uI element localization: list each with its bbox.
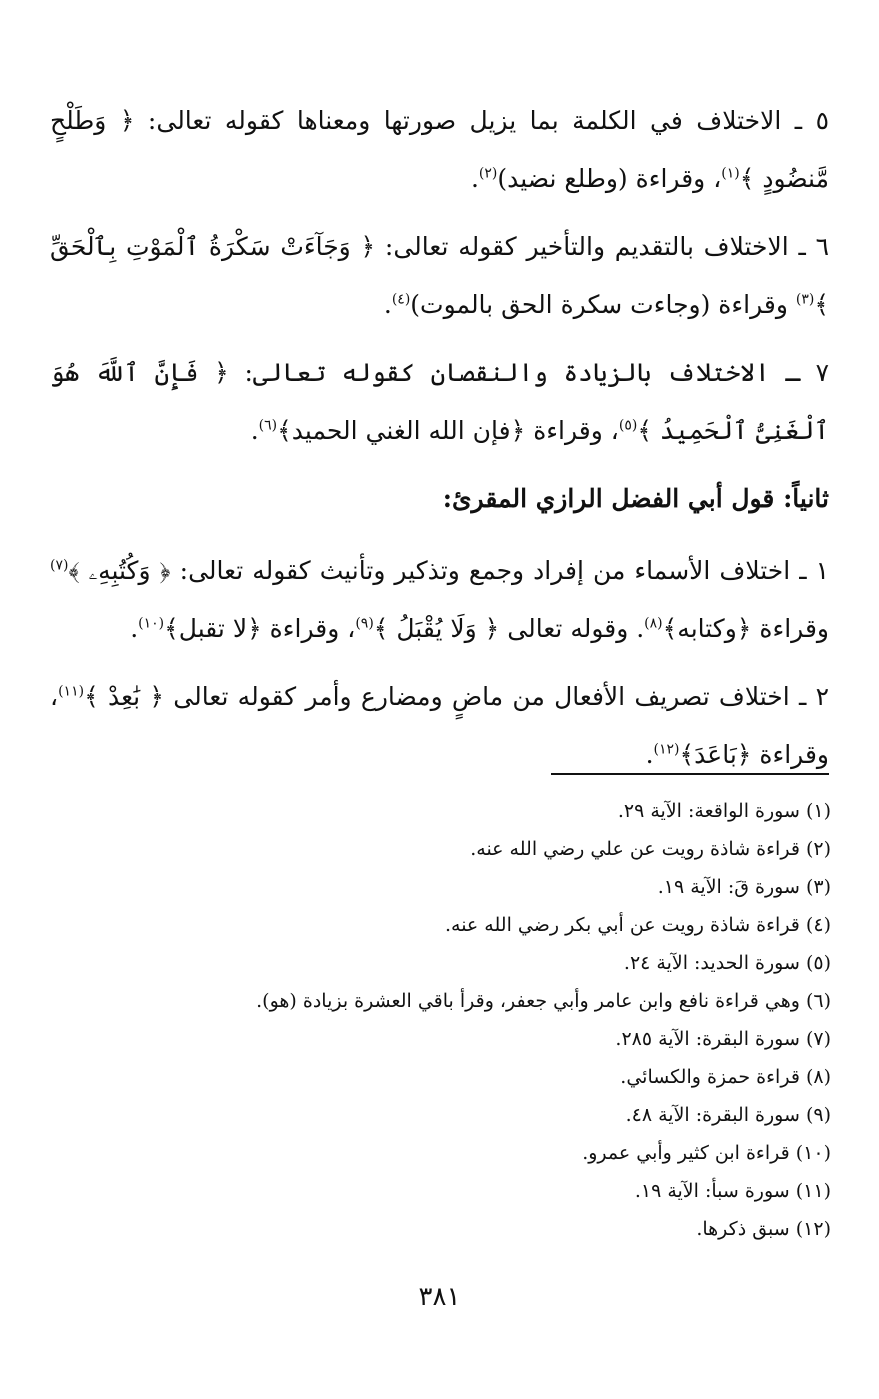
- footnote-separator: [551, 773, 829, 775]
- footnote-ref: (٧): [50, 557, 69, 574]
- paragraph-6: [50, 218, 829, 334]
- paragraph-q2: [50, 668, 829, 784]
- footnote-ref: (٥): [618, 417, 638, 434]
- footnote-item: (٩) سورة البقرة: الآية ٤٨.: [625, 1104, 831, 1126]
- footnote-item: (٥) سورة الحديد: الآية ٢٤.: [623, 952, 831, 974]
- paragraph-text: ٢ ـ اختلاف تصريف الأفعال من ماضٍ ومضارع وأمر كقوله تعالى ﴿ بَٰعِدْ ﴾: [84, 682, 829, 711]
- footnote-item: (٦) وهي قراءة نافع وابن عامر وأبي جعفر، وقرأ باقي العشرة بزيادة (هو).: [256, 990, 831, 1012]
- paragraph-text: ، وقراءة ﴿بَاعَدَ﴾: [50, 682, 829, 769]
- paragraph-text: ، وقراءة ﴿فإن الله الغني الحميد﴾: [277, 416, 619, 445]
- footnote-ref: (٣): [795, 291, 815, 308]
- footnote-item: (١) سورة الواقعة: الآية ٢٩.: [617, 800, 831, 822]
- footnote-ref: (١٠): [138, 615, 165, 632]
- paragraph-end: .: [250, 416, 259, 445]
- footnote-ref: (١): [721, 165, 740, 182]
- paragraph-q1: [50, 542, 829, 658]
- paragraph-7: [50, 344, 829, 460]
- paragraph-end: .: [383, 290, 392, 319]
- footnote-item: (١١) سورة سبأ: الآية ١٩.: [634, 1180, 831, 1202]
- footnote-ref: (٢): [478, 165, 498, 182]
- paragraph-text: ٥ ـ الاختلاف في الكلمة بما يزيل صورتها ومعناها كقوله تعالى: ﴿ وَطَلْحٍ مَّنضُودٍ ﴾: [50, 106, 829, 193]
- paragraph-text: ٧ ـ الاختلاف بالزيادة والنقصان كقوله تعالى: ﴿ فَإِنَّ ٱللَّهَ هُوَ ٱلْغَنِىُّ ٱلْحَمِيدُ ﴾: [50, 358, 829, 445]
- paragraph-5: [50, 92, 829, 208]
- footnote-item: (٨) قراءة حمزة والكسائي.: [620, 1066, 831, 1088]
- footnote-ref: (٩): [355, 615, 374, 632]
- footnote-ref: (١١): [58, 683, 85, 700]
- paragraph-text: . وقوله تعالى ﴿ وَلَا يُقْبَلُ ﴾: [373, 614, 645, 643]
- section-heading: ثانياً: قول أبي الفضل الرازي المقرئ:: [442, 484, 829, 513]
- paragraph-text: وقراءة ﴿وكتابه﴾: [662, 614, 829, 643]
- footnote-ref: (١٢): [653, 741, 680, 758]
- footnotes-list: [50, 792, 831, 1248]
- paragraph-text: ، وقراءة (وطلع نضيد): [497, 164, 722, 193]
- paragraph-end: .: [645, 740, 654, 769]
- page-number: ٣٨١: [418, 1282, 461, 1312]
- paragraph-text: وقراءة (وجاءت سكرة الحق بالموت): [410, 290, 796, 319]
- main-text: [50, 92, 829, 794]
- footnote-item: (٤) قراءة شاذة رويت عن أبي بكر رضي الله عنه.: [444, 914, 831, 936]
- paragraph-text: ، وقراءة ﴿لا تقبل﴾: [164, 614, 356, 643]
- footnote-item: (١٢) سبق ذكرها.: [696, 1218, 831, 1240]
- footnote-item: (٢) قراءة شاذة رويت عن علي رضي الله عنه.: [470, 838, 831, 860]
- footnote-item: (٧) سورة البقرة: الآية ٢٨٥.: [615, 1028, 831, 1050]
- footnote-item: (١٠) قراءة ابن كثير وأبي عمرو.: [582, 1142, 831, 1164]
- paragraph-end: .: [470, 164, 479, 193]
- footnote-ref: (٦): [258, 417, 278, 434]
- paragraph-end: .: [130, 614, 139, 643]
- footnote-item: (٣) سورة قَ: الآية ١٩.: [657, 876, 831, 898]
- footnote-ref: (٨): [644, 615, 663, 632]
- footnote-ref: (٤): [391, 291, 411, 308]
- paragraph-text: ٦ ـ الاختلاف بالتقديم والتأخير كقوله تعالى: ﴿ وَجَآءَتْ سَكْرَةُ ٱلْمَوْتِ بِٱلْحَقِّ ﴾: [50, 232, 829, 319]
- paragraph-text: ١ ـ اختلاف الأسماء من إفراد وجمع وتذكير وتأنيث كقوله تعالى: ﴿ وَكُتُبِهِۦ ﴾: [68, 556, 829, 585]
